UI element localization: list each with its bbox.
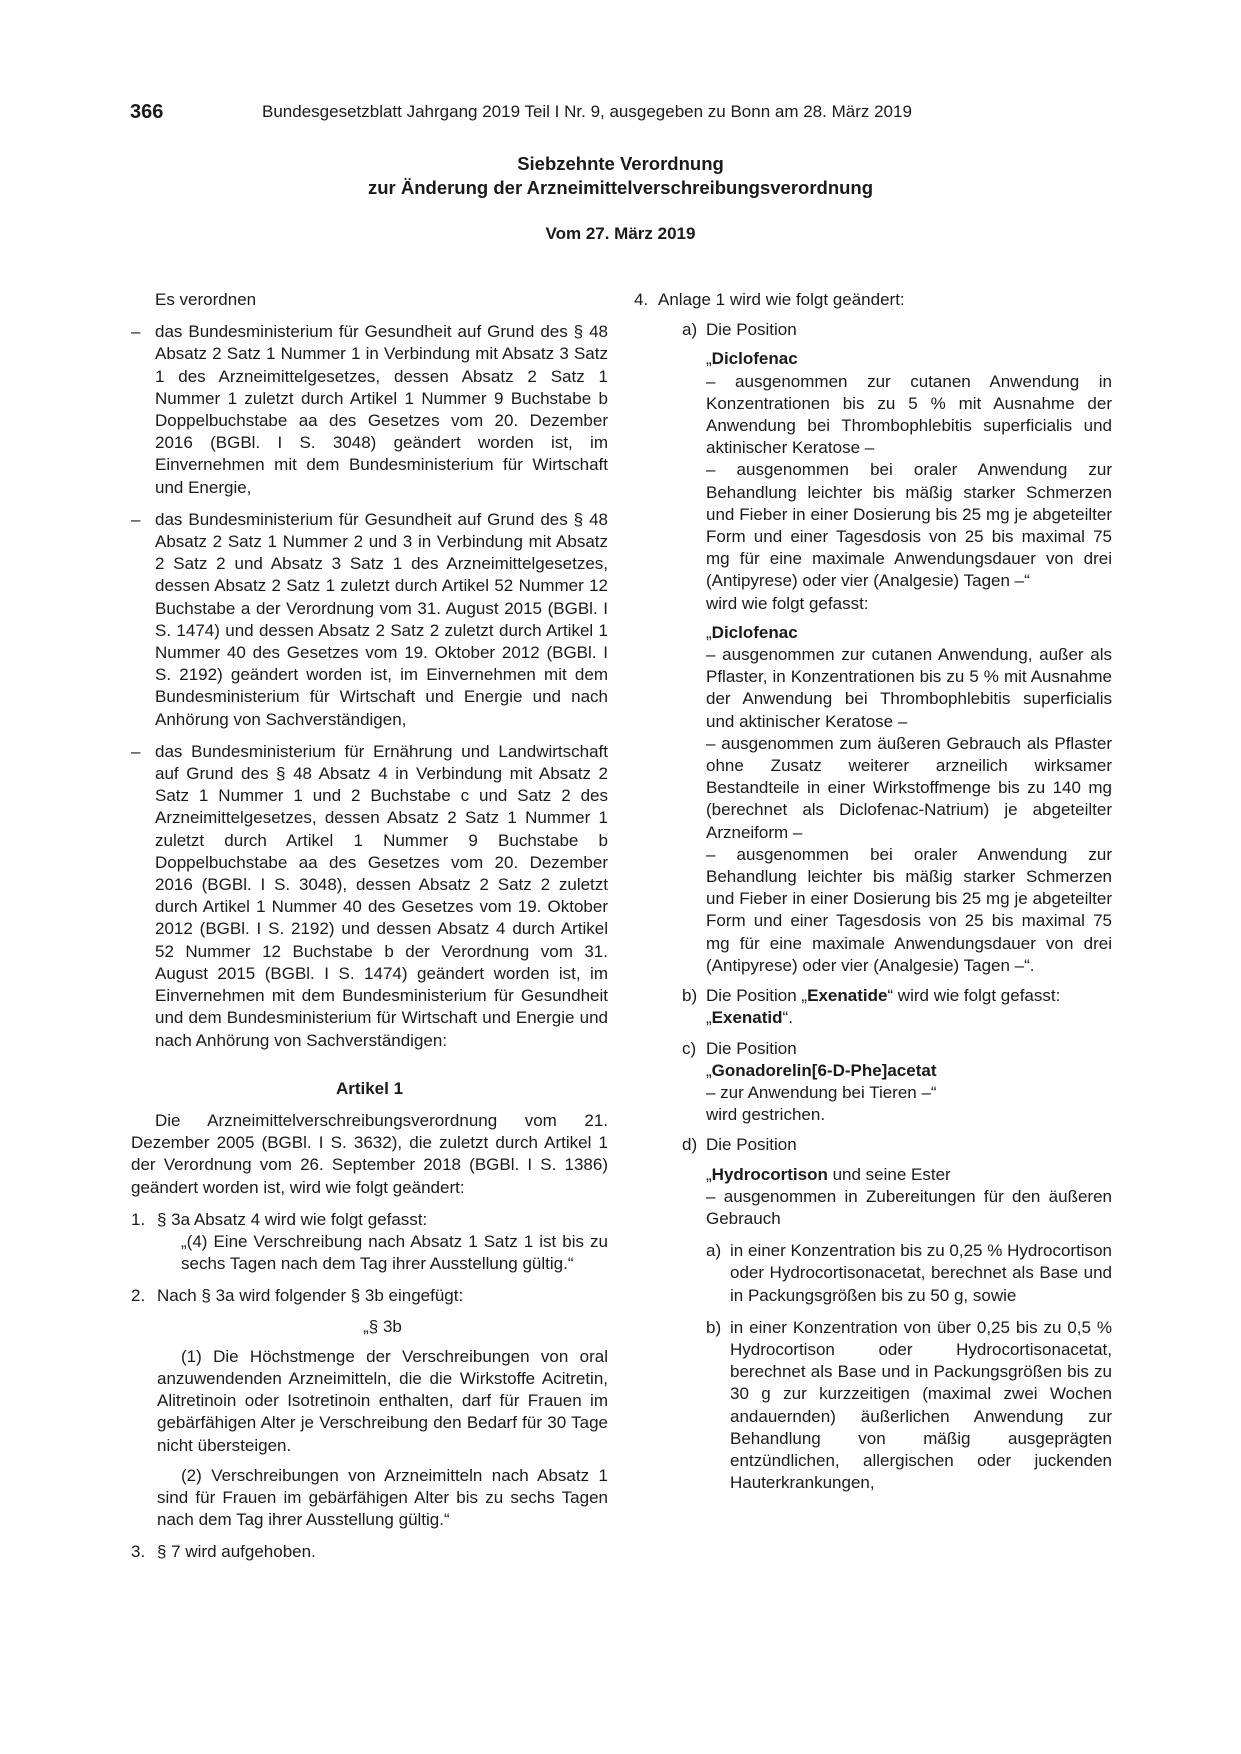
sub-item-marker: a) [682,320,698,340]
hydrocortison-sub-b [706,1317,1112,1495]
item-text: Nach § 3a wird folgender § 3b eingefügt: [157,1286,464,1306]
open-quote: „ [706,1060,712,1080]
position-hydrocortison [706,1164,1112,1495]
position-line: – ausgenommen zur cutanen Anwendung, außer als Pflaster, in Konzentrationen bis zu 5 % mit Ausnahme der Anwendung bei Thrombophlebitis superficialis und aktinischer Keratose – [706,645,1112,731]
ministry-text-1: das Bundesministerium für Gesundheit auf Grund des § 48 Absatz 2 Satz 1 Nummer 1 in Verbindung mit Absatz 3 Satz 1 des Arzneimittelgesetzes, dessen Absatz 2 Satz 1 Nummer 1 zuletzt durch Artikel 1 Nummer 9 Buchstabe b Doppelbuchstabe aa des Gesetzes vom 20. Dezember 2016 (BGBl. I S. 3048) geändert worden ist, im Einvernehmen mit dem Bundesministerium für Wirtschaft und Energie, [155,322,608,497]
new-position-diclofenac [706,622,1112,977]
dash-marker: – [131,322,141,342]
item-number: 1. [131,1209,146,1229]
substance-name-new: Exenatid [711,1008,783,1028]
position-line: – ausgenommen bei oraler Anwendung zur Behandlung leichter bis mäßig starker Schmerzen und Fieber in einer Dosierung bis 25 mg je abgeteilter Form und einer Tagesdosis von 25 bis maximal 75 mg für eine maximale Anwendungsdauer von drei (Antipyrese) oder vier (Analgesie) Tagen –“. [706,844,1112,975]
position-line: – ausgenommen zum äußeren Gebrauch als Pflaster ohne Zusatz weiterer arzneilich wirksamer Bestandteile in einer Wirkstoffmenge bis zu 140 mg (berechnet als Diclofenac-Natrium) je abgeteilter Arzneiform – [706,733,1112,842]
sub-item-marker: b) [682,986,698,1006]
intro-text: Es verordnen [155,290,257,309]
section-paragraph-1: (1) Die Höchstmenge der Verschreibungen von oral anzuwendenden Arzneimitteln, die die Wirkstoffe Acitretin, Alitretinoin oder Isotretinoin enthalten, darf für Frauen im gebärfähigen Alter je Verschreibung den Bedarf für 30 Tage nicht übersteigen. [157,1346,608,1455]
ministry-item-3 [131,741,608,1052]
position-line: – ausgenommen zur cutanen Anwendung in Konzentrationen bis zu 5 % mit Ausnahme der Anwendung bei Thrombophlebitis superficialis und aktinischer Keratose – [706,371,1112,458]
position-line: – ausgenommen in Zubereitungen für den äußeren Gebrauch [706,1186,1112,1228]
sub-item-text: Die Position „ [706,986,808,1006]
left-column [131,289,608,1564]
substance-suffix: und seine Ester [827,1164,951,1184]
item-number: 3. [131,1542,146,1562]
article-heading: Artikel 1 [335,1078,404,1098]
hydrocortison-sub-a [706,1240,1112,1307]
page-number: 366 [130,101,164,123]
sub-item-c [658,1038,1112,1127]
amendment-item-2 [131,1285,608,1531]
substance-name: Hydrocortison [711,1164,828,1184]
substance-name: Diclofenac [711,622,798,642]
open-quote: „ [706,1008,712,1028]
item-number: 4. [634,290,649,309]
sub-item-text: Die Position [706,1038,797,1058]
right-column [634,289,1112,1494]
title-line-1: Siebzehnte Verordnung [517,153,724,174]
sub-item-a [658,319,1112,977]
ministry-item-2 [131,509,608,731]
sub-letter-marker: b) [706,1317,722,1337]
sub-letter-marker: a) [706,1241,722,1261]
title-line-2: zur Änderung der Arzneimittelverschreibungsverordnung [367,177,874,198]
item-text: § 3a Absatz 4 wird wie folgt gefasst: [157,1209,428,1229]
running-head: Bundesgesetzblatt Jahrgang 2019 Teil I Nr. 9, ausgegeben zu Bonn am 28. März 2019 [262,102,912,121]
open-quote: „ [706,1164,712,1184]
open-quote: „ [706,349,712,369]
open-quote: „ [706,622,712,642]
substance-name: Gonadorelin[6-D-Phe]acetat [711,1060,937,1080]
item-text: Anlage 1 wird wie folgt geändert: [658,290,905,309]
substance-name: Diclofenac [711,349,798,369]
dash-marker: – [131,741,141,761]
section-paragraph-2: (2) Verschreibungen von Arzneimitteln nach Absatz 1 sind für Frauen im gebärfähigen Alter bis zu sechs Tagen nach dem Tag ihrer Ausstellung gültig.“ [157,1465,608,1530]
item-number: 2. [131,1286,146,1306]
deletion-text: wird gestrichen. [706,1105,826,1125]
close-quote: “. [782,1008,793,1028]
section-heading: „§ 3b [363,1316,402,1336]
sub-letter-text: in einer Konzentration bis zu 0,25 % Hydrocortison oder Hydrocortisonacetat, berechnet als Base und in Packungsgrößen bis zu 50 g, sowie [730,1241,1112,1305]
sub-item-marker: d) [682,1135,698,1155]
sub-item-text: Die Position [706,1135,797,1155]
sub-item-text: Die Position [706,320,797,340]
item-text: § 7 wird aufgehoben. [157,1542,316,1562]
ministry-text-3: das Bundesministerium für Ernährung und Landwirtschaft auf Grund des § 48 Absatz 4 in Verbindung mit Absatz 2 Satz 1 Nummer 1 und 2 Buchstabe c und Satz 2 des Arzneimittelgesetzes, dessen Absatz 2 Satz 1 Nummer 1 zuletzt durch Artikel 1 Nummer 9 Buchstabe b Doppelbuchstabe aa des Gesetzes vom 20. Dezember 2016 (BGBl. I S. 3048), dessen Absatz 2 Satz 2 zuletzt durch Artikel 1 Nummer 40 des Gesetzes vom 19. Oktober 2012 (BGBl. I S. 2192) und dessen Absatz 4 durch Artikel 52 Nummer 12 Buchstabe b der Verordnung vom 31. August 2015 (BGBl. I S. 1474) geändert worden ist, im Einvernehmen mit dem Bundesministerium für Gesundheit und dem Bundesministerium für Wirtschaft und Energie und nach Anhörung von Sachverständigen: [155,741,608,1050]
sub-item-marker: c) [682,1038,697,1058]
amendment-item-1 [131,1209,608,1276]
substance-name: Exenatide [807,986,888,1006]
dash-marker: – [131,509,141,529]
old-position-diclofenac [706,348,1112,592]
ministry-text-2: das Bundesministerium für Gesundheit auf Grund des § 48 Absatz 2 Satz 1 Nummer 2 und 3 in Verbindung mit Absatz 2 Satz 2 und Absatz 3 Satz 1 des Arzneimittelgesetzes, dessen Absatz 2 Satz 1 zuletzt durch Artikel 52 Nummer 12 Buchstabe a der Verordnung vom 31. August 2015 (BGBl. I S. 1474) und dessen Absatz 2 Satz 2 zuletzt durch Artikel 1 Nummer 40 des Gesetzes vom 19. Oktober 2012 (BGBl. I S. 2192) geändert worden ist, im Einvernehmen mit dem Bundesministerium für Wirtschaft und Energie und nach Anhörung von Sachverständigen, [155,509,608,729]
quoted-paragraph: „(4) Eine Verschreibung nach Absatz 1 Satz 1 ist bis zu sechs Tagen nach dem Tag ihrer Ausstellung gültig.“ [181,1231,608,1274]
issue-date: Vom 27. März 2019 [545,224,696,243]
article-intro: Die Arzneimittelverschreibungsverordnung vom 21. Dezember 2005 (BGBl. I S. 3632), die zuletzt durch Artikel 1 der Verordnung vom 26. September 2018 (BGBl. I S. 1386) geändert worden ist, wird wie folgt geändert: [131,1110,608,1197]
position-line: – zur Anwendung bei Tieren –“ [706,1082,937,1102]
sub-letter-text: in einer Konzentration von über 0,25 bis zu 0,5 % Hydrocortison oder Hydrocortisonacetat, berechnet als Base und in Packungsgrößen bis zu 30 g zur kurzzeitigen (maximal zwei Wochen andauernden) äußerlichen Anwendung zur Behandlung von mäßig ausgeprägten entzündlichen, allergischen oder juckenden Hauterkrankungen, [730,1317,1112,1493]
sub-item-b [658,985,1112,1029]
position-line: – ausgenommen bei oraler Anwendung zur Behandlung leichter bis mäßig starker Schmerzen und Fieber in einer Dosierung bis 25 mg je abgeteilter Form und einer Tagesdosis von 25 bis maximal 75 mg für eine maximale Anwendungsdauer von drei (Antipyrese) oder vier (Analgesie) Tagen –“ [706,460,1112,591]
replacement-text: wird wie folgt gefasst: [706,593,869,613]
title-block [0,152,1241,200]
amendment-item-4 [634,289,1112,1494]
sub-item-d [658,1134,1112,1494]
amendment-item-3 [131,1541,608,1563]
sub-item-text-end: “ wird wie folgt gefasst: [887,986,1061,1006]
ministry-item-1 [131,321,608,499]
